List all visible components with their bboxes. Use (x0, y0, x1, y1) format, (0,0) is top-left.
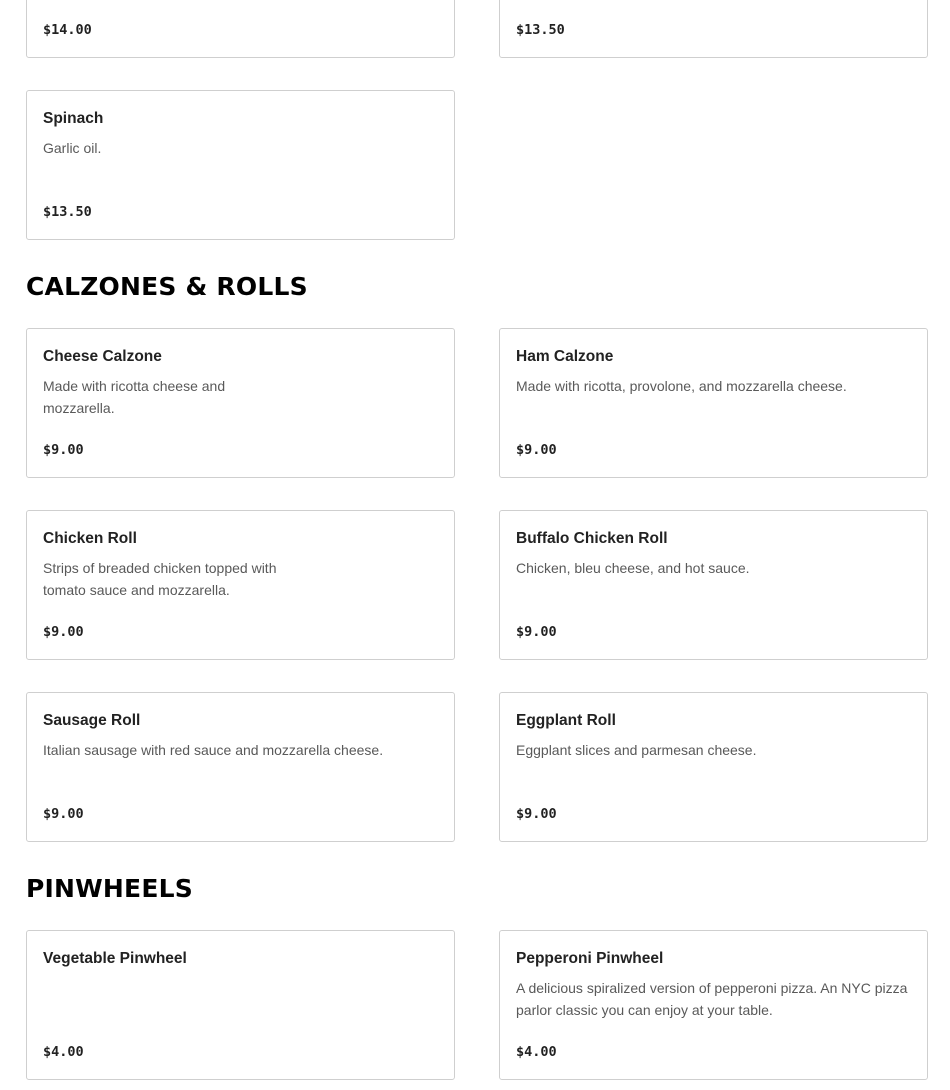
item-name: Cheese Calzone (43, 348, 162, 365)
item-description: Chicken, bleu cheese, and hot sauce. (516, 560, 750, 576)
menu-item-card-vegetable-pinwheel[interactable] (26, 930, 455, 1080)
item-name: Spinach (43, 110, 104, 127)
item-price: $9.00 (516, 442, 557, 458)
menu-item-card-pepperoni-pinwheel[interactable] (499, 930, 928, 1080)
section-heading-calzones: CALZONES & ROLLS (26, 272, 308, 301)
menu-item-card-cheese-calzone[interactable] (26, 328, 455, 478)
item-price: $9.00 (516, 806, 557, 822)
menu-item-card-sausage-roll[interactable] (26, 692, 455, 842)
menu-item-card-ham-calzone[interactable] (499, 328, 928, 478)
menu-item-card-eggplant-roll[interactable] (499, 692, 928, 842)
item-description: Garlic oil. (43, 140, 102, 156)
item-name: Chicken Roll (43, 530, 137, 547)
item-price: $4.00 (43, 1044, 84, 1060)
item-name: Pepperoni Pinwheel (516, 950, 664, 967)
item-price: $13.50 (43, 204, 92, 220)
item-name: Sausage Roll (43, 712, 141, 729)
item-price: $9.00 (516, 624, 557, 640)
item-price: $4.00 (516, 1044, 557, 1060)
item-price: $9.00 (43, 806, 84, 822)
item-name: Eggplant Roll (516, 712, 616, 729)
item-description: Eggplant slices and parmesan cheese. (516, 742, 757, 758)
item-price: $13.50 (516, 22, 565, 38)
item-name: Ham Calzone (516, 348, 614, 365)
item-name: Vegetable Pinwheel (43, 950, 187, 967)
menu-item-card[interactable] (26, 0, 455, 58)
item-description: Made with ricotta, provolone, and mozzarella cheese. (516, 378, 847, 394)
item-description: Strips of breaded chicken topped with tomato sauce and mozzarella. (43, 560, 277, 598)
menu-item-card[interactable] (499, 0, 928, 58)
item-description: A delicious spiralized version of pepperoni pizza. An NYC pizza parlor classic you can enjoy at your table. (516, 980, 908, 1018)
item-description: Italian sausage with red sauce and mozzarella cheese. (43, 742, 384, 758)
item-name: Buffalo Chicken Roll (516, 530, 668, 547)
item-price: $14.00 (43, 22, 92, 38)
menu-item-card-chicken-roll[interactable] (26, 510, 455, 660)
item-price: $9.00 (43, 442, 84, 458)
item-description: Made with ricotta cheese and mozzarella. (43, 378, 226, 416)
menu-item-card-spinach[interactable] (26, 90, 455, 240)
section-heading-pinwheels: PINWHEELS (26, 874, 193, 903)
menu-item-card-buffalo-chicken-roll[interactable] (499, 510, 928, 660)
item-price: $9.00 (43, 624, 84, 640)
